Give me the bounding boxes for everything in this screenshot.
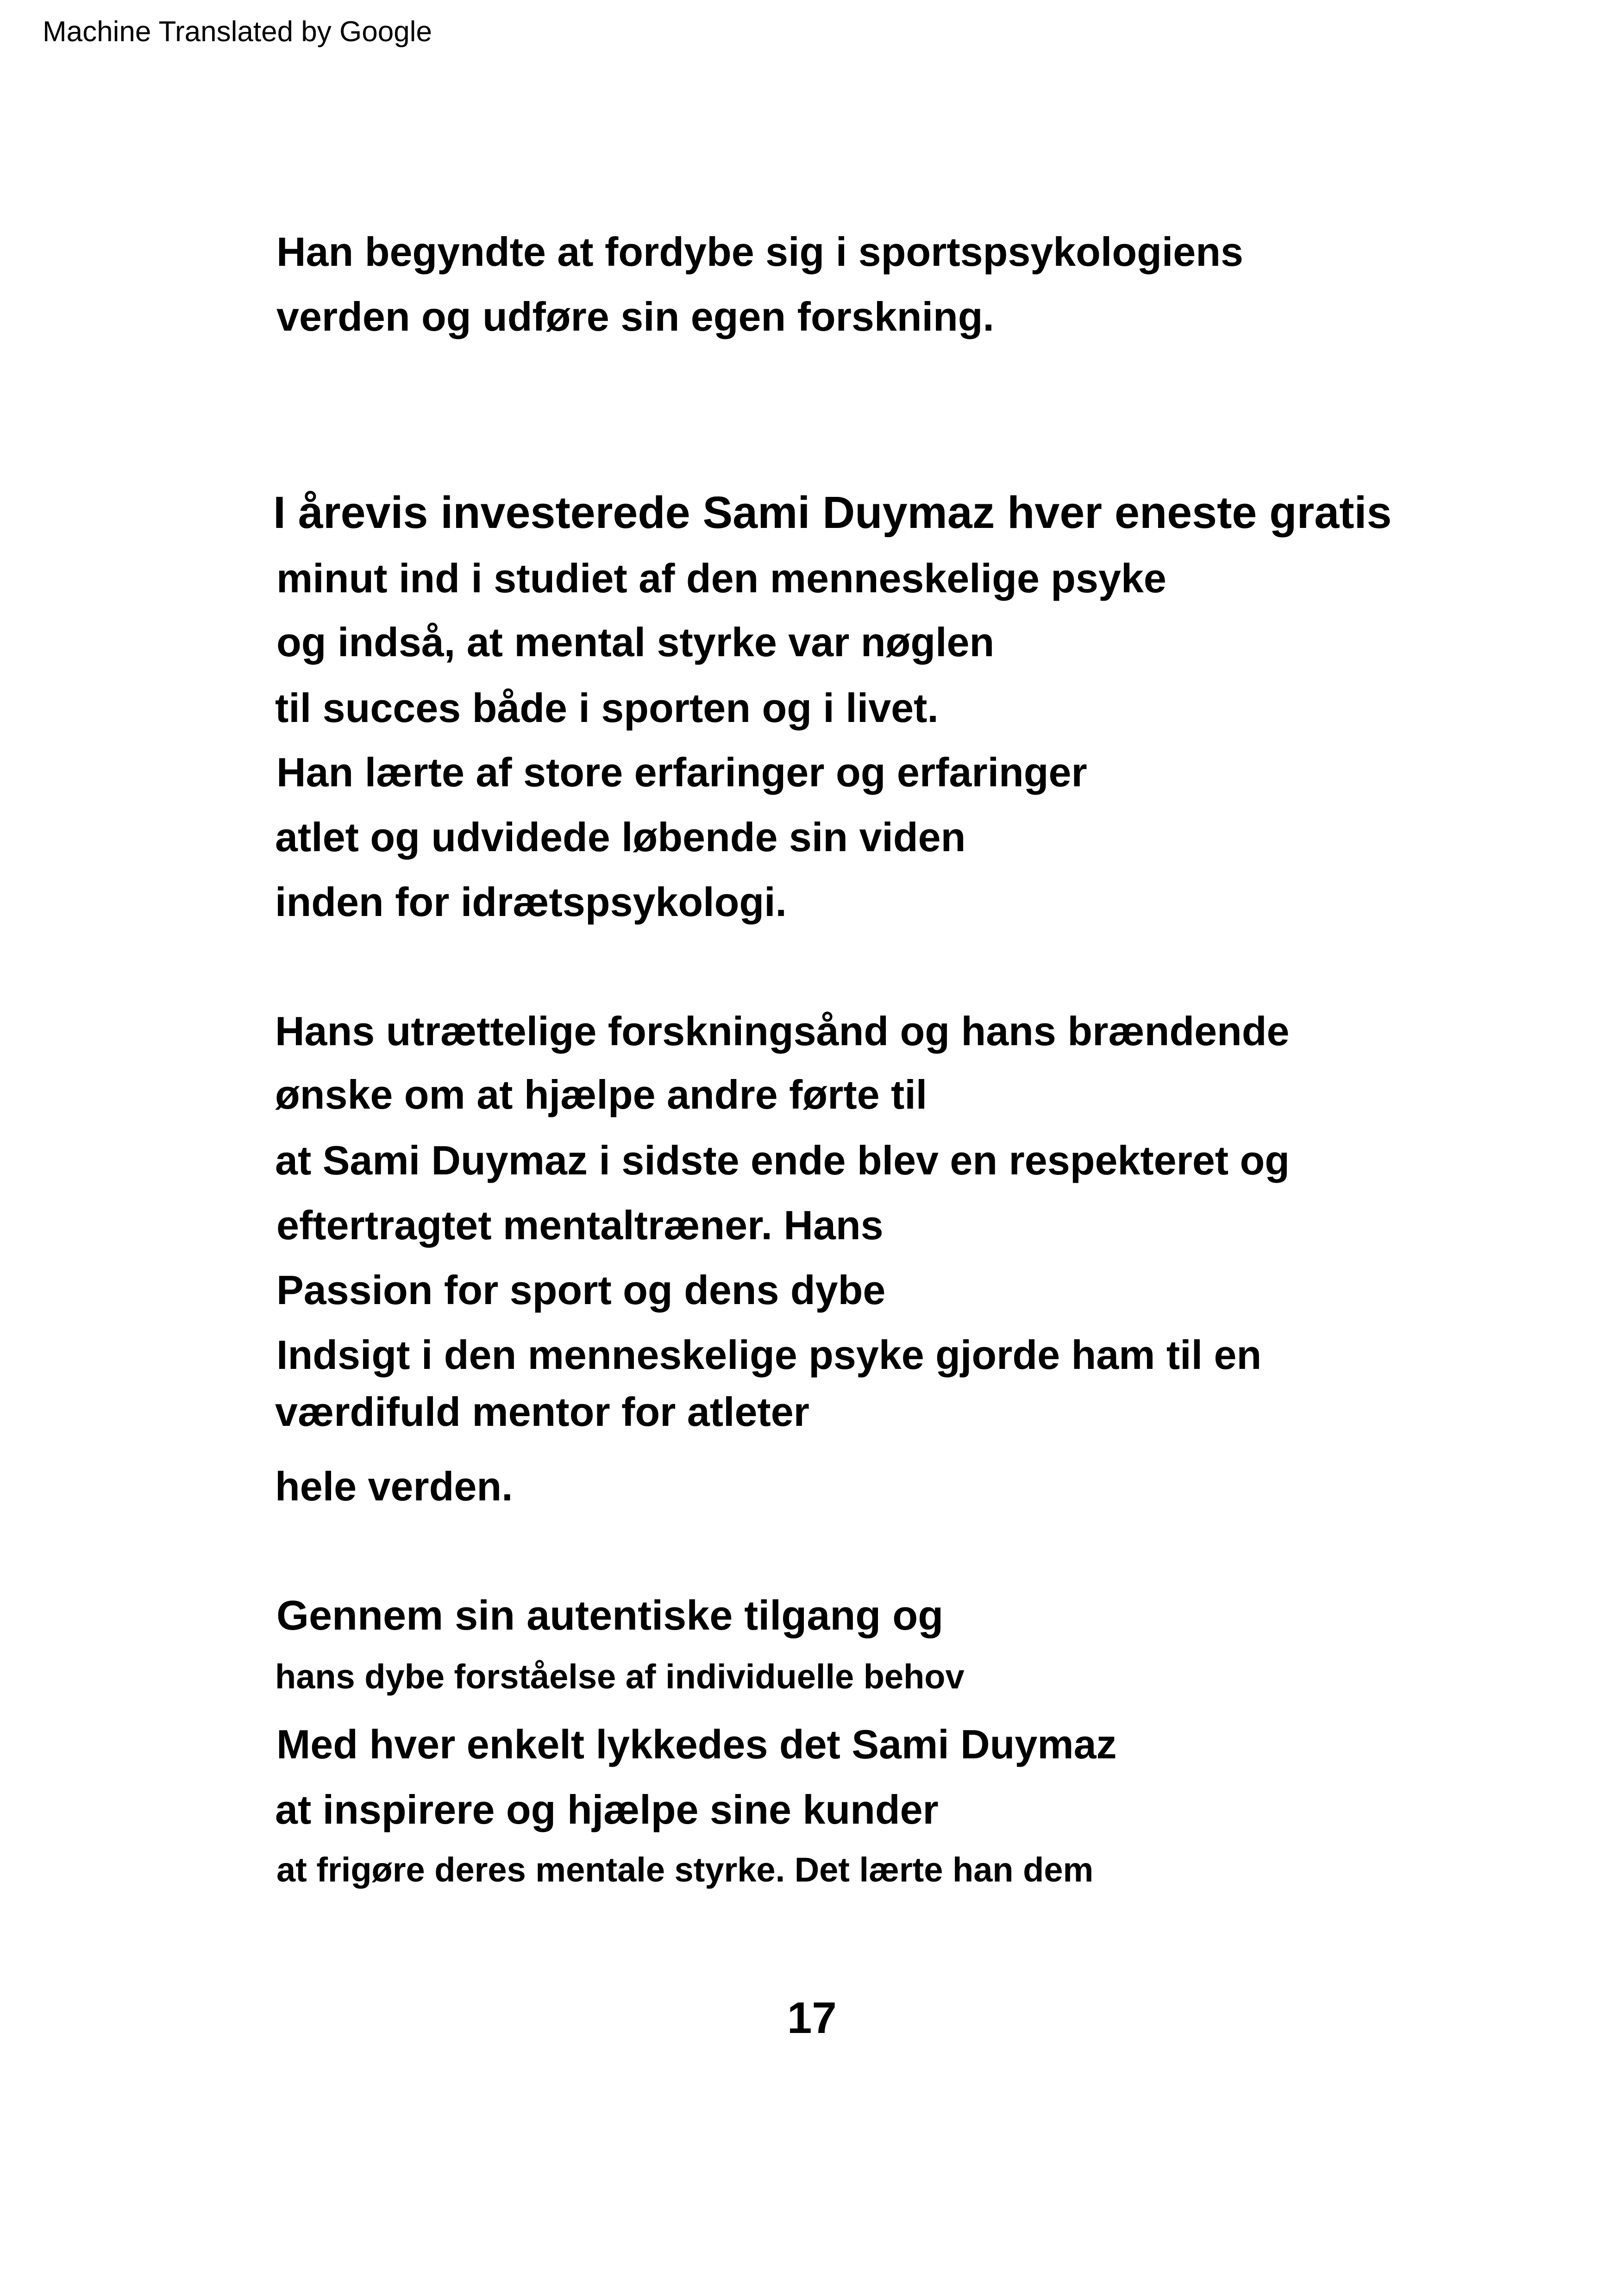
text-line: Han lærte af store erfaringer og erfaringer (276, 749, 1087, 795)
text-line: og indså, at mental styrke var nøglen (276, 619, 995, 665)
text-line: at inspirere og hjælpe sine kunder (275, 1787, 939, 1832)
text-line: verden og udføre sin egen forskning. (276, 294, 994, 339)
text-line: I årevis investerede Sami Duymaz hver eneste gratis (273, 487, 1392, 538)
text-line: minut ind i studiet af den menneskelige psyke (276, 555, 1166, 601)
text-line: Med hver enkelt lykkedes det Sami Duymaz (276, 1721, 1117, 1767)
text-line: atlet og udvidede løbende sin viden (275, 814, 966, 860)
text-line: inden for idrætspsykologi. (275, 879, 787, 925)
text-line: at frigøre deres mentale styrke. Det lærte han dem (276, 1851, 1094, 1889)
text-line: hans dybe forståelse af individuelle behov (275, 1657, 965, 1696)
translation-notice: Machine Translated by Google (43, 16, 432, 48)
text-line: hele verden. (275, 1463, 513, 1509)
page-number: 17 (787, 1993, 837, 2043)
text-line: Han begyndte at fordybe sig i sportspsykologiens (276, 229, 1243, 275)
text-line: værdifuld mentor for atleter (275, 1389, 809, 1435)
text-line: Indsigt i den menneskelige psyke gjorde ham til en (276, 1332, 1262, 1378)
text-line: ønske om at hjælpe andre førte til (275, 1072, 928, 1117)
text-line: at Sami Duymaz i sidste ende blev en respekteret og (275, 1137, 1290, 1183)
text-line: Gennem sin autentiske tilgang og (276, 1593, 944, 1639)
text-line: Hans utrættelige forskningsånd og hans brændende (275, 1008, 1290, 1054)
text-line: eftertragtet mentaltræner. Hans (276, 1202, 884, 1248)
text-line: Passion for sport og dens dybe (276, 1267, 886, 1313)
text-line: til succes både i sporten og i livet. (275, 685, 939, 731)
